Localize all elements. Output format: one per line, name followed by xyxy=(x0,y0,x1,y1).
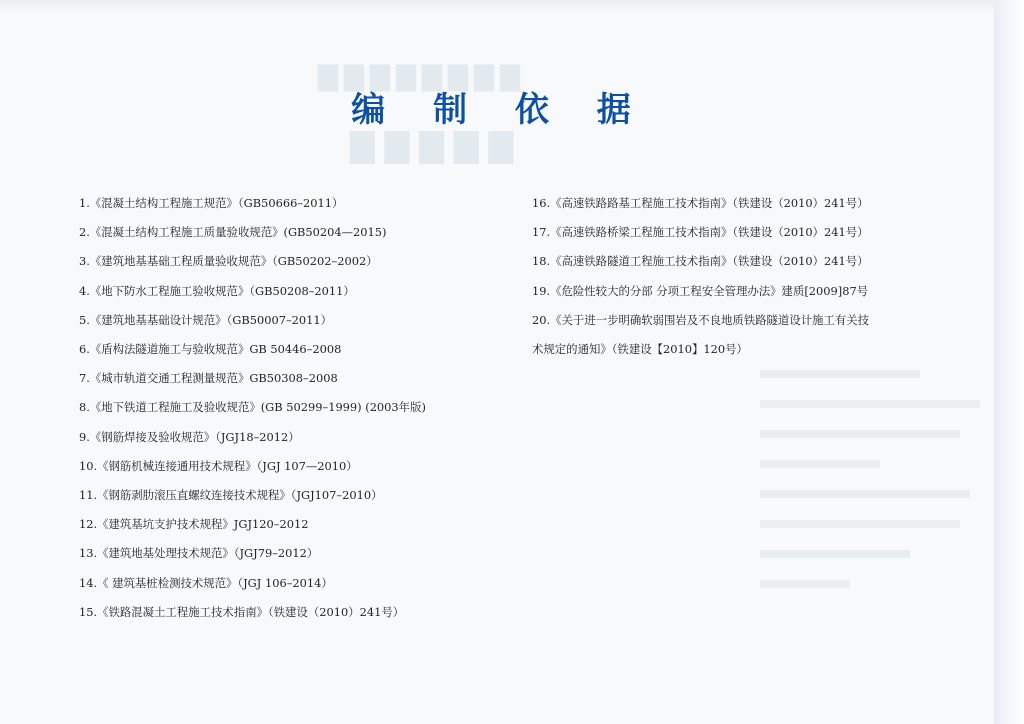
bleed-through-text: ▇▇▇▇▇ xyxy=(350,126,524,164)
list-item: 6.《盾构法隧道施工与验收规范》GB 50446–2008 xyxy=(79,342,342,357)
bleed-through-text: ▇▇▇▇▇▇▇▇ xyxy=(318,62,526,92)
list-item: 1.《混凝土结构工程施工规范》（GB50666–2011） xyxy=(79,196,344,210)
list-item: 4.《地下防水工程施工验收规范》（GB50208–2011） xyxy=(79,283,355,298)
reference-list-right xyxy=(532,189,952,364)
list-item: 5.《建筑地基基础设计规范》（GB50007–2011） xyxy=(79,312,333,327)
reference-list-left xyxy=(79,189,509,627)
page-title: 编 制 依 据 xyxy=(351,90,649,130)
scan-edge-top xyxy=(0,0,1024,12)
list-item: 19.《危险性较大的分部 分项工程安全管理办法》建质[2009]87号 xyxy=(532,283,869,298)
list-item: 10.《钢筋机械连接通用技术规程》（JGJ 107—2010） xyxy=(79,458,358,473)
list-item: 11.《钢筋剥肋滚压直螺纹连接技术规程》（JGJ107–2010） xyxy=(79,488,383,503)
list-item: 3.《建筑地基基础工程质量验收规范》（GB50202–2002） xyxy=(79,254,378,269)
list-item: 15.《铁路混凝土工程施工技术指南》（铁建设（2010）241号） xyxy=(79,604,405,619)
list-item: 17.《高速铁路桥梁工程施工技术指南》（铁建设（2010）241号） xyxy=(532,225,869,240)
bleed-through-lines xyxy=(760,370,990,650)
list-item: 2.《混凝土结构工程施工质量验收规范》(GB50204—2015) xyxy=(79,225,387,240)
list-item-line: 术规定的通知》（铁建设【2010】120号） xyxy=(532,342,748,357)
list-item-line: 20.《关于进一步明确软弱围岩及不良地质铁路隧道设计施工有关技 xyxy=(532,312,870,327)
list-item: 9.《钢筋焊接及验收规范》（JGJ18–2012） xyxy=(79,429,300,444)
list-item: 18.《高速铁路隧道工程施工技术指南》（铁建设（2010）241号） xyxy=(532,254,869,269)
list-item-wrapped xyxy=(532,306,952,364)
list-item: 14.《 建筑基桩检测技术规范》（JGJ 106–2014） xyxy=(79,575,333,590)
list-item: 7.《城市轨道交通工程测量规范》GB50308–2008 xyxy=(79,371,338,386)
list-item: 12.《建筑基坑支护技术规程》JGJ120–2012 xyxy=(79,517,309,532)
list-item: 8.《地下铁道工程施工及验收规范》(GB 50299–1999) (2003年版) xyxy=(79,400,426,415)
list-item: 13.《建筑地基处理技术规范》（JGJ79–2012） xyxy=(79,546,319,561)
list-item: 16.《高速铁路路基工程施工技术指南》（铁建设（2010）241号） xyxy=(532,196,869,210)
